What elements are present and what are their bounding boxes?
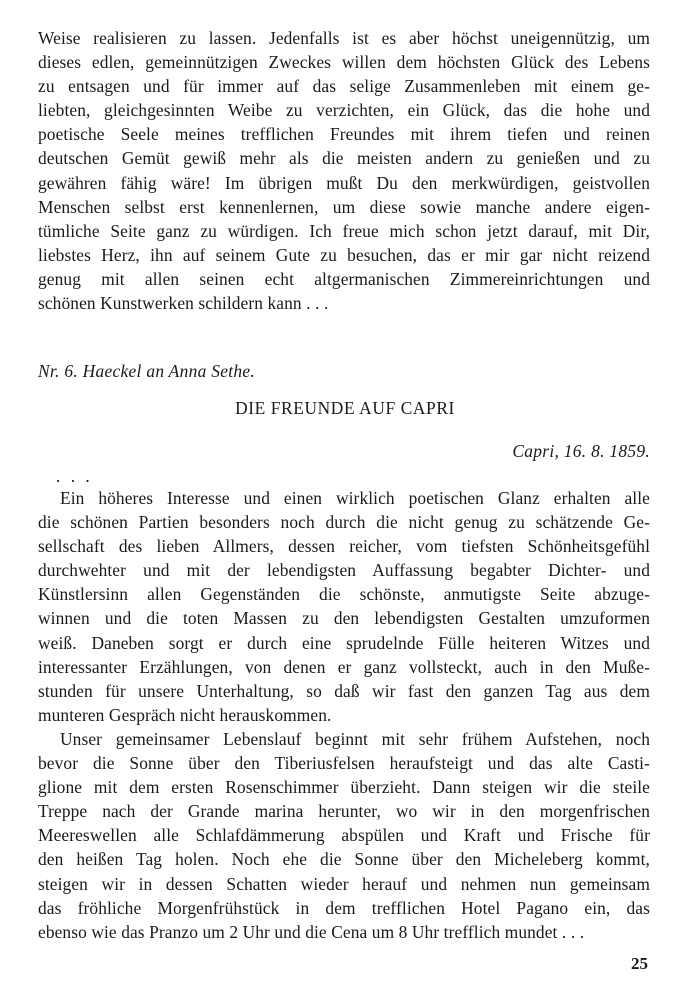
letter-body-paragraph bbox=[38, 486, 650, 944]
text-line: die schönen Partien besonders noch durch die nicht genug zu schätzende Ge- bbox=[38, 512, 650, 533]
text-line: deutschen Gemüt gewiß mehr als die meisten andern zu genießen und zu bbox=[38, 148, 650, 169]
text-line: Ein höheres Interesse und einen wirklich poetischen Glanz erhalten alle bbox=[60, 488, 650, 508]
text-line: Weise realisieren zu lassen. Jedenfalls ist es aber höchst uneigennützig, um bbox=[38, 28, 650, 48]
text-line: munteren Gespräch nicht herauskommen. bbox=[38, 704, 332, 725]
text-line: Treppe nach der Grande marina herunter, wo wir in den morgenfrischen bbox=[38, 801, 650, 822]
letter-heading: Nr. 6. Haeckel an Anna Sethe. bbox=[38, 361, 256, 381]
text-line: den heißen Tag holen. Noch ehe die Sonne über den Micheleberg kommt, bbox=[38, 849, 650, 870]
text-line: Meereswellen alle Schlafdämmerung abspülen und Kraft und Frische für bbox=[38, 825, 650, 846]
text-line: dieses edlen, gemeinnützigen Zweckes willen dem höchsten Glück des Lebens bbox=[38, 52, 650, 73]
text-line: Unser gemeinsamer Lebenslauf beginnt mit sehr frühem Aufstehen, noch bbox=[60, 728, 650, 749]
text-line: zu entsagen und für immer auf das selige Zusammenleben mit einem ge- bbox=[38, 76, 650, 97]
text-line: weiß. Daneben sorgt er durch eine sprudelnde Fülle heiteren Witzes und bbox=[38, 632, 650, 653]
omission-ellipsis: . . . bbox=[56, 466, 93, 486]
text-line: steigen wir in dessen Schatten wieder herauf und nehmen nun gemeinsam bbox=[38, 873, 650, 894]
text-line: bevor die Sonne über den Tiberiusfelsen heraufsteigt und das alte Casti- bbox=[38, 753, 650, 774]
text-line: durchwehter und mit der lebendigsten Auffassung begabter Dichter- und bbox=[38, 560, 650, 581]
text-line: das fröhliche Morgenfrühstück in dem trefflichen Hotel Pagano ein, das bbox=[38, 897, 650, 918]
letter-dateline: Capri, 16. 8. 1859. bbox=[512, 441, 650, 461]
text-line: poetische Seele meines trefflichen Freundes mit ihrem tiefen und reinen bbox=[38, 124, 650, 145]
text-line: schönen Kunstwerken schildern kann . . . bbox=[38, 293, 329, 314]
letter-continuation-paragraph bbox=[38, 26, 650, 315]
page-number: 25 bbox=[631, 954, 648, 973]
text-line: liebstes Herz, ihn auf seinem Gute zu besuchen, das er mir gar nicht reizend bbox=[38, 244, 650, 265]
text-line: Künstlersinn allen Gegenständen die schönste, anmutigste Seite abzuge- bbox=[38, 584, 650, 605]
text-line: genug mit allen seinen echt altgermanischen Zimmereinrichtungen und bbox=[38, 268, 650, 289]
text-line: winnen und die toten Massen zu den lebendigsten Gestalten umzuformen bbox=[38, 608, 650, 629]
text-line: Menschen selbst erst kennenlernen, um diese sowie manche andere eigen- bbox=[38, 196, 650, 217]
text-line: glione mit dem ersten Rosenschimmer überzieht. Dann steigen wir die steile bbox=[38, 777, 650, 798]
text-line: interessanter Erzählungen, von denen er ganz vollsteckt, auch in den Muße- bbox=[38, 656, 650, 677]
section-title: DIE FREUNDE AUF CAPRI bbox=[235, 398, 455, 418]
text-line: ebenso wie das Pranzo um 2 Uhr und die Cena um 8 Uhr trefflich mundet . . . bbox=[38, 921, 585, 942]
text-line: liebten, gleichgesinnten Weibe zu verzichten, ein Glück, das die hohe und bbox=[38, 100, 650, 121]
text-line: gewähren fähig wäre! Im übrigen mußt Du den merkwürdigen, geistvollen bbox=[38, 172, 650, 193]
text-line: stunden für unsere Unterhaltung, so daß wir fast den ganzen Tag aus dem bbox=[38, 680, 650, 701]
text-line: sellschaft des lieben Allmers, dessen reicher, vom tiefsten Schönheitsgefühl bbox=[38, 536, 650, 557]
text-line: tümliche Seite ganz zu würdigen. Ich freue mich schon jetzt darauf, mit Dir, bbox=[38, 220, 650, 241]
